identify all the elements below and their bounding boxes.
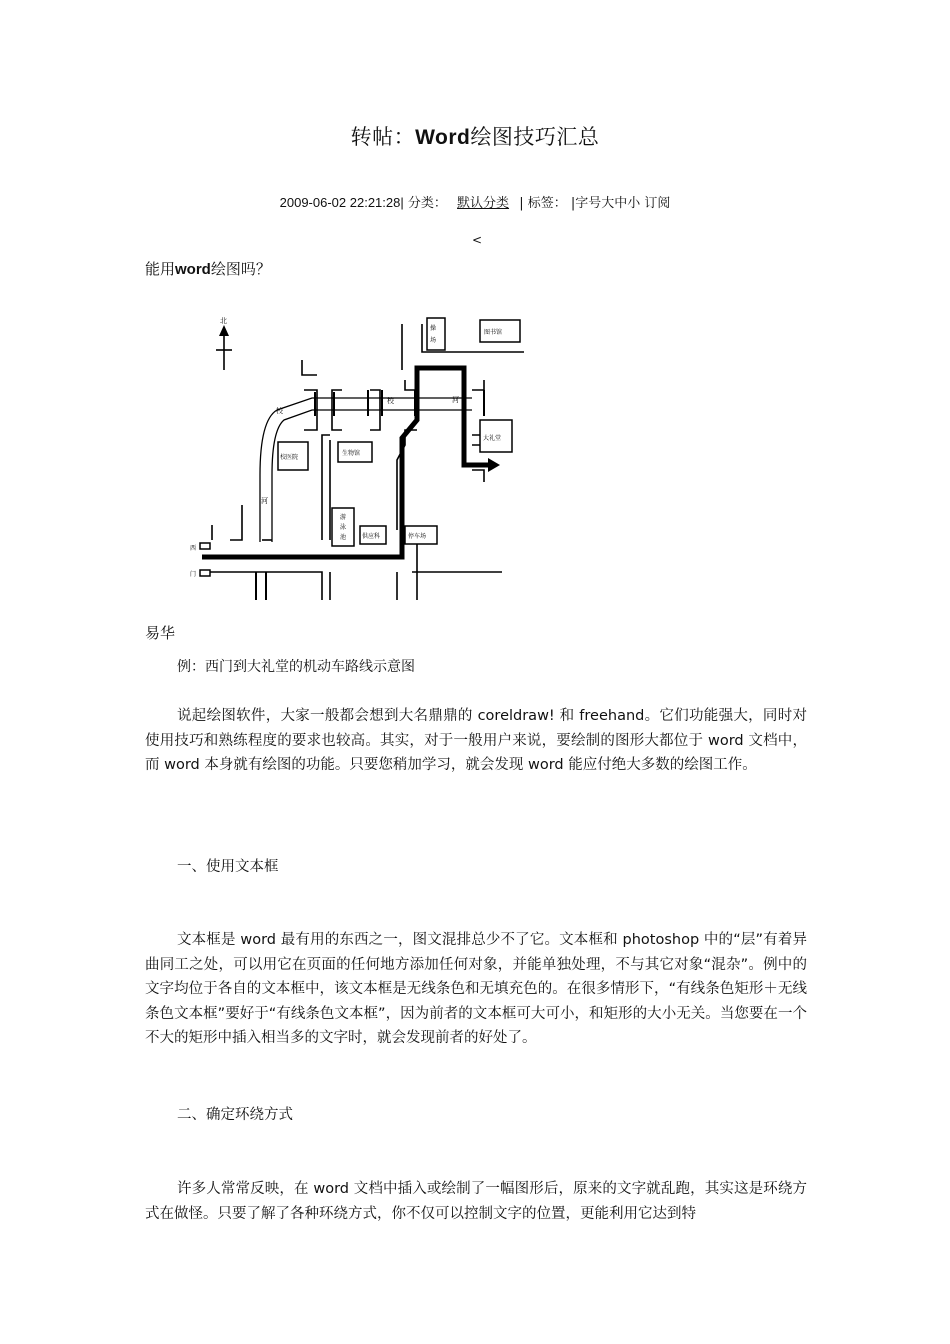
caochang-label-2: 场 xyxy=(430,337,437,344)
intro-question xyxy=(145,258,271,279)
figure-caption: 例：西门到大礼堂的机动车路线示意图 xyxy=(177,659,415,675)
auditorium-label: 大礼堂 xyxy=(483,435,502,442)
post-date: 2009-06-02 22:21:28| xyxy=(279,195,404,210)
river-label-vertical-2: 河 xyxy=(261,497,268,505)
post-meta xyxy=(0,192,950,211)
question-suffix: 绘图吗？ xyxy=(210,260,271,278)
font-size-subscribe[interactable]: |字号大中小 订阅 xyxy=(570,196,671,211)
paragraph-wrapping: 许多人常常反映，在 word 文档中插入或绘制了一幅图形后，原来的文字就乱跑，其实这是环绕方式在做怪。只要了解了各种环绕方式，你不仅可以控制文字的位置，更能利用它达到特 xyxy=(145,1181,807,1222)
page-title xyxy=(0,121,950,151)
title-prefix: 转帖： xyxy=(350,125,416,149)
title-brand: Word xyxy=(415,126,471,149)
river-label-vertical-1: 校 xyxy=(276,407,283,415)
paragraph-textbox: 文本框是 word 最有用的东西之一，图文混排总少不了它。文本框和 photoshop 中的“层”有着异曲同工之处，可以用它在页面的任何地方添加任何对象，并能单独处理，不与其它对象“混杂”。例中的文字均位于各自的文本框中，该文本框是无线条色和无填充色的。在很多情形下，“有线条色矩形＋无线条色文本框”要好于“有线条色文本框”，因为前者的文本框可大可小，和矩形的大小无关。当您要在一个不大的矩形中插入相当多的文字时，就会发现前者的好处了。 xyxy=(145,932,807,1046)
author-name: 易华 xyxy=(145,624,176,642)
tag-label: | 标签： xyxy=(519,196,567,211)
biology-label: 生物馆 xyxy=(342,450,361,457)
pool-label-2: 泳 xyxy=(340,524,347,531)
title-suffix: 绘图技巧汇总 xyxy=(470,125,600,149)
category-link[interactable]: 默认分类 xyxy=(457,196,510,211)
question-word: word xyxy=(175,261,211,278)
library-label: 图书馆 xyxy=(484,329,503,336)
hospital-label: 校医院 xyxy=(280,454,299,461)
river-label-he: 河 xyxy=(452,396,459,404)
paragraph-intro: 说起绘图软件，大家一般都会想到大名鼎鼎的 coreldraw! 和 freehand。它们功能强大，同时对使用技巧和熟练程度的要求也较高。其实，对于一般用户来说，要绘制的图形大都位于 word 文档中，而 word 本身就有绘图的功能。只要您稍加学习，就会发现 word 能应付绝大多数的绘图工作。 xyxy=(145,708,807,773)
question-prefix: 能用 xyxy=(145,260,176,278)
river-label-school: 校 xyxy=(387,397,394,405)
north-label: 北 xyxy=(220,317,227,325)
lt-mark: < xyxy=(472,233,483,247)
caochang-label-1: 操 xyxy=(430,325,437,332)
west-label: 西 xyxy=(190,545,197,552)
parking-label: 停车场 xyxy=(408,533,427,540)
section-heading-wrapping: 二、确定环绕方式 xyxy=(177,1107,293,1123)
pool-label-3: 池 xyxy=(340,534,347,541)
section-heading-textbox: 一、使用文本框 xyxy=(177,859,279,875)
route-map-image xyxy=(172,310,532,600)
category-label: 分类： xyxy=(407,196,447,211)
supply-label: 供应科 xyxy=(362,533,381,540)
gate-label: 门 xyxy=(190,571,197,578)
pool-label-1: 游 xyxy=(340,514,347,521)
